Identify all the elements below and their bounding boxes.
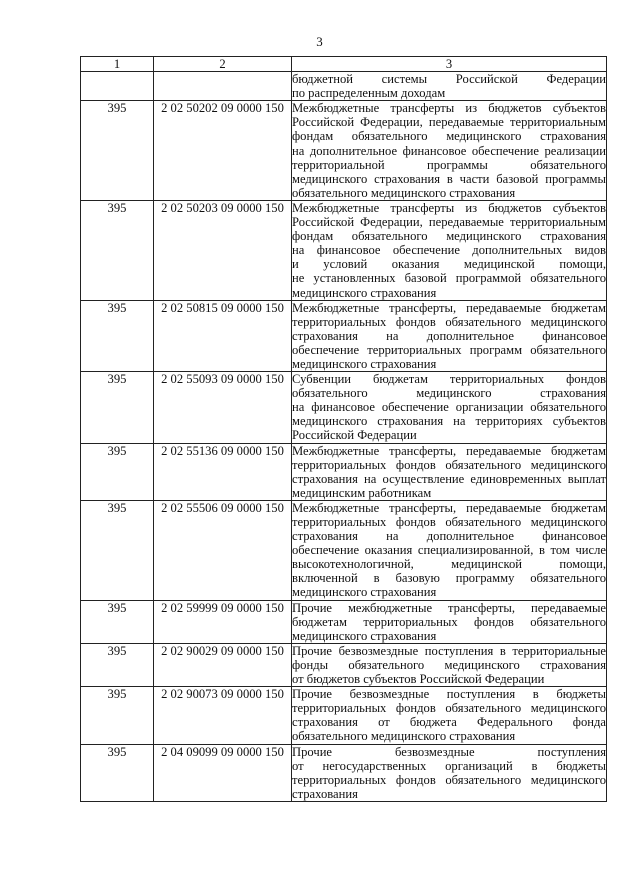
description-line: страхования на осуществление единовременных выплат: [292, 471, 606, 486]
table-row: [81, 744, 607, 801]
budget-code-cell: 2 02 90073 09 0000 150: [154, 687, 292, 744]
description-cell: [292, 600, 607, 643]
description-line: Межбюджетные трансферты из бюджетов субъектов: [292, 101, 606, 116]
description-cell: [292, 72, 607, 101]
description-line: Прочие межбюджетные трансферты, передаваемые: [292, 600, 606, 615]
description-cell: [292, 744, 607, 801]
description-line: Межбюджетные трансферты, передаваемые бюджетам: [292, 300, 606, 315]
table-row: [81, 200, 607, 300]
description-line: на финансовое обеспечение дополнительных видов: [292, 243, 606, 258]
description-line: обязательного медицинского страхования: [292, 185, 516, 200]
row-number-cell: 395: [81, 744, 154, 801]
description-line: территориальных фондов обязательного медицинского: [292, 772, 606, 787]
budget-code-cell: 2 02 50203 09 0000 150: [154, 200, 292, 300]
budget-code-cell: 2 02 90029 09 0000 150: [154, 643, 292, 686]
description-line: медицинского страхования: [292, 585, 437, 600]
table-row: [81, 72, 607, 101]
description-line: фонды обязательного медицинского страхования: [292, 657, 606, 672]
budget-code-cell: 2 02 55136 09 0000 150: [154, 443, 292, 500]
budget-code-cell: 2 02 50815 09 0000 150: [154, 300, 292, 371]
description-line: территориальных фондов обязательного медицинского: [292, 314, 606, 329]
table-row: [81, 600, 607, 643]
description-line: страхования от бюджета Федерального фонда: [292, 715, 606, 730]
budget-code-cell: 2 02 50202 09 0000 150: [154, 101, 292, 201]
description-cell: [292, 101, 607, 201]
description-line: медицинского страхования: [292, 628, 437, 643]
description-line: страхования на дополнительное финансовое: [292, 328, 606, 343]
description-cell: [292, 200, 607, 300]
description-line: от бюджетов субъектов Российской Федерации: [292, 672, 545, 687]
budget-code-cell: 2 02 59999 09 0000 150: [154, 600, 292, 643]
description-cell: [292, 372, 607, 443]
page-number: 3: [316, 34, 323, 49]
row-number-cell: 395: [81, 372, 154, 443]
table-row: [81, 643, 607, 686]
row-number-cell: [81, 72, 154, 101]
description-line: не установленных базовой программой обязательного: [292, 271, 606, 286]
description-line: медицинским работникам: [292, 485, 432, 500]
description-line: Межбюджетные трансферты из бюджетов субъектов: [292, 200, 606, 215]
budget-code-cell: [154, 72, 292, 101]
description-line: на финансовое обеспечение организации обязательного: [292, 400, 606, 415]
description-line: от негосударственных организаций в бюджеты: [292, 758, 606, 773]
description-cell: [292, 643, 607, 686]
description-line: территориальных фондов обязательного медицинского: [292, 515, 606, 529]
description-line: страхования на дополнительное финансовое: [292, 529, 606, 544]
description-line: фондам обязательного медицинского страхования: [292, 129, 606, 144]
description-line: Прочие безвозмездные поступления в бюджеты: [292, 687, 606, 702]
description-line: Российской Федерации: [292, 428, 417, 443]
description-line: территориальных фондов обязательного медицинского: [292, 701, 606, 716]
column-header: 1: [81, 57, 154, 72]
column-header: 2: [154, 57, 292, 72]
budget-code-cell: 2 02 55093 09 0000 150: [154, 372, 292, 443]
codes-table: [80, 56, 607, 802]
description-line: Субвенции бюджетам территориальных фондов: [292, 372, 606, 387]
description-line: по распределенным доходам: [292, 86, 446, 101]
description-cell: [292, 687, 607, 744]
table-row: [81, 300, 607, 371]
row-number-cell: 395: [81, 600, 154, 643]
row-number-cell: 395: [81, 643, 154, 686]
description-line: обязательного медицинского страхования: [292, 729, 516, 744]
description-line: на дополнительное финансовое обеспечение реализации: [292, 143, 606, 158]
description-line: фондам обязательного медицинского страхования: [292, 229, 606, 244]
table-row: [81, 443, 607, 500]
description-line: страхования: [292, 786, 358, 801]
description-line: включенной в базовую программу обязательного: [292, 571, 606, 586]
budget-code-cell: 2 02 55506 09 0000 150: [154, 500, 292, 600]
description-line: обеспечение территориальных программ обязательного: [292, 342, 606, 357]
row-number-cell: 395: [81, 200, 154, 300]
description-line: медицинского страхования в части базовой программы: [292, 171, 606, 186]
description-line: бюджетам территориальных фондов обязательного: [292, 614, 606, 629]
description-line: медицинского страхования: [292, 285, 437, 300]
description-line: высокотехнологичной, медицинской помощи,: [292, 557, 606, 572]
description-cell: [292, 443, 607, 500]
description-line: Межбюджетные трансферты, передаваемые бюджетам: [292, 500, 606, 515]
description-line: бюджетной системы Российской Федерации: [292, 72, 606, 87]
table-row: [81, 687, 607, 744]
budget-code-cell: 2 04 09099 09 0000 150: [154, 744, 292, 801]
table-row: [81, 500, 607, 600]
description-line: Российской Федерации, передаваемые территориальным: [292, 215, 606, 230]
table-row: [81, 101, 607, 201]
description-line: Прочие безвозмездные поступления: [292, 744, 606, 759]
column-header: 3: [292, 57, 607, 72]
description-line: Прочие безвозмездные поступления в территориальные: [292, 643, 606, 658]
description-line: территориальной программы обязательного: [292, 157, 606, 172]
description-line: обеспечение оказания специализированной, в том числе: [292, 543, 606, 558]
description-cell: [292, 500, 607, 600]
description-line: Межбюджетные трансферты, передаваемые бюджетам: [292, 443, 606, 458]
description-cell: [292, 300, 607, 371]
table-row: [81, 372, 607, 443]
description-line: территориальных фондов обязательного медицинского: [292, 457, 606, 472]
row-number-cell: 395: [81, 300, 154, 371]
row-number-cell: 395: [81, 687, 154, 744]
row-number-cell: 395: [81, 500, 154, 600]
column-header-row: [81, 57, 607, 72]
description-line: и условий оказания медицинской помощи,: [292, 257, 606, 272]
description-line: обязательного медицинского страхования: [292, 386, 606, 401]
description-line: медицинского страхования на территориях субъектов: [292, 414, 606, 429]
row-number-cell: 395: [81, 443, 154, 500]
description-line: медицинского страхования: [292, 356, 437, 371]
row-number-cell: 395: [81, 101, 154, 201]
description-line: Российской Федерации, передаваемые территориальным: [292, 115, 606, 130]
